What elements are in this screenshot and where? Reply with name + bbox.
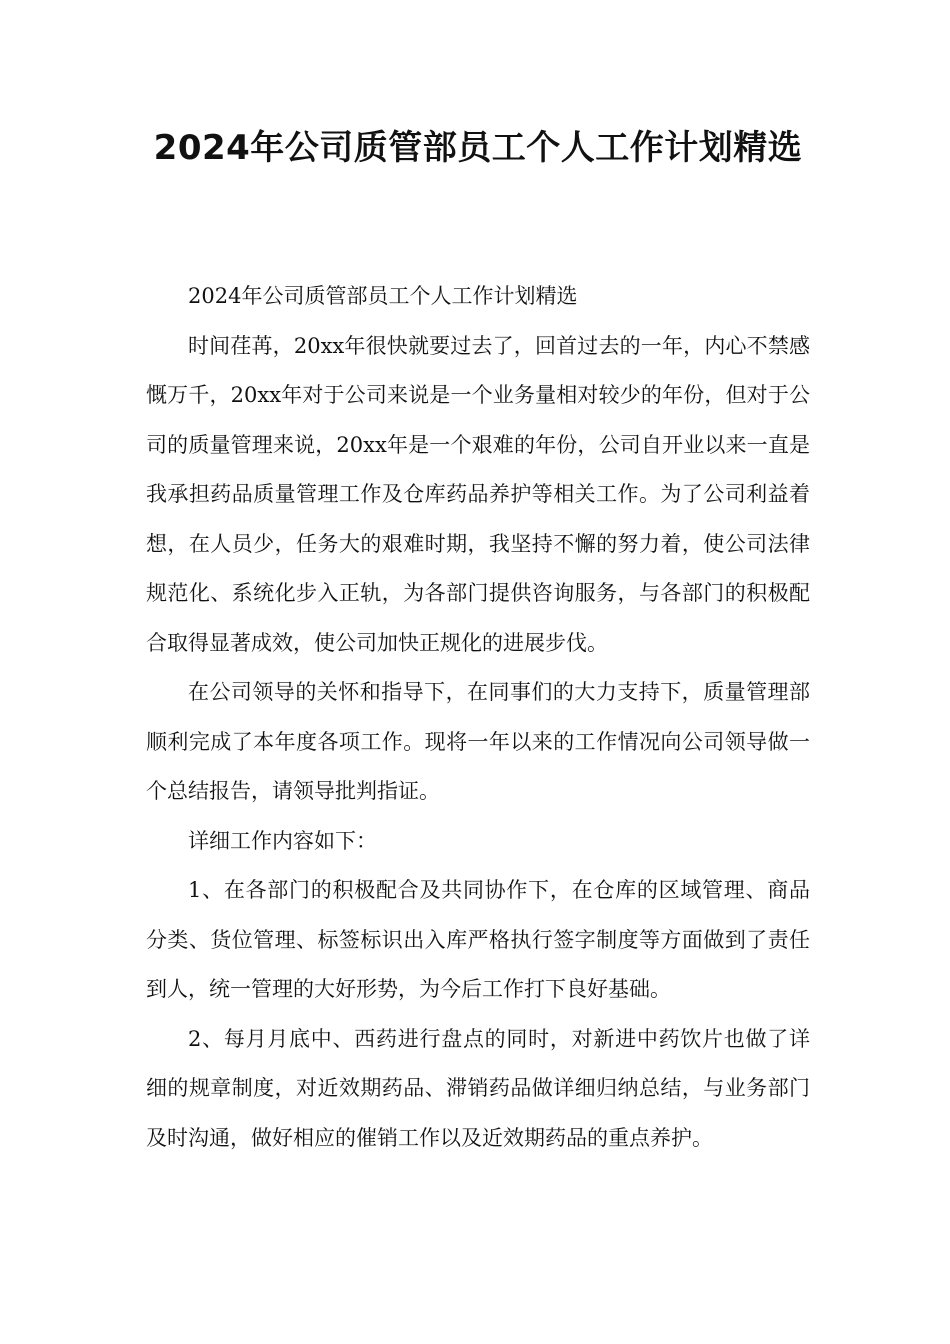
paragraph-summary: 在公司领导的关怀和指导下，在同事们的大力支持下，质量管理部顺利完成了本年度各项工作。现将一年以来的工作情况向公司领导做一个总结报告，请领导批判指证。 — [146, 680, 810, 803]
document-title: 2024年公司质管部员工个人工作计划精选 — [153, 128, 803, 168]
document-body — [146, 272, 810, 1163]
paragraph-item-1: 1、在各部门的积极配合及共同协作下，在仓库的区域管理、商品分类、货位管理、标签标识出入库严格执行签字制度等方面做到了责任到人，统一管理的大好形势，为今后工作打下良好基础。 — [146, 878, 810, 1001]
document-page — [146, 124, 810, 1163]
paragraph-intro: 时间荏苒，20xx年很快就要过去了，回首过去的一年，内心不禁感慨万千，20xx年对于公司来说是一个业务量相对较少的年份，但对于公司的质量管理来说，20xx年是一个艰难的年份，公司自开业以来一直是我承担药品质量管理工作及仓库药品养护等相关工作。为了公司利益着想，在人员少，任务大的艰难时期，我坚持不懈的努力着，使公司法律规范化、系统化步入正轨，为各部门提供咨询服务，与各部门的积极配合取得显著成效，使公司加快正规化的进展步伐。 — [146, 333, 810, 655]
paragraph-details-heading: 详细工作内容如下： — [188, 828, 377, 853]
paragraph-subtitle: 2024年公司质管部员工个人工作计划精选 — [188, 284, 578, 308]
paragraph-item-2: 2、每月月底中、西药进行盘点的同时，对新进中药饮片也做了详细的规章制度，对近效期药品、滞销药品做详细归纳总结，与业务部门及时沟通，做好相应的催销工作以及近效期药品的重点养护。 — [146, 1026, 810, 1150]
